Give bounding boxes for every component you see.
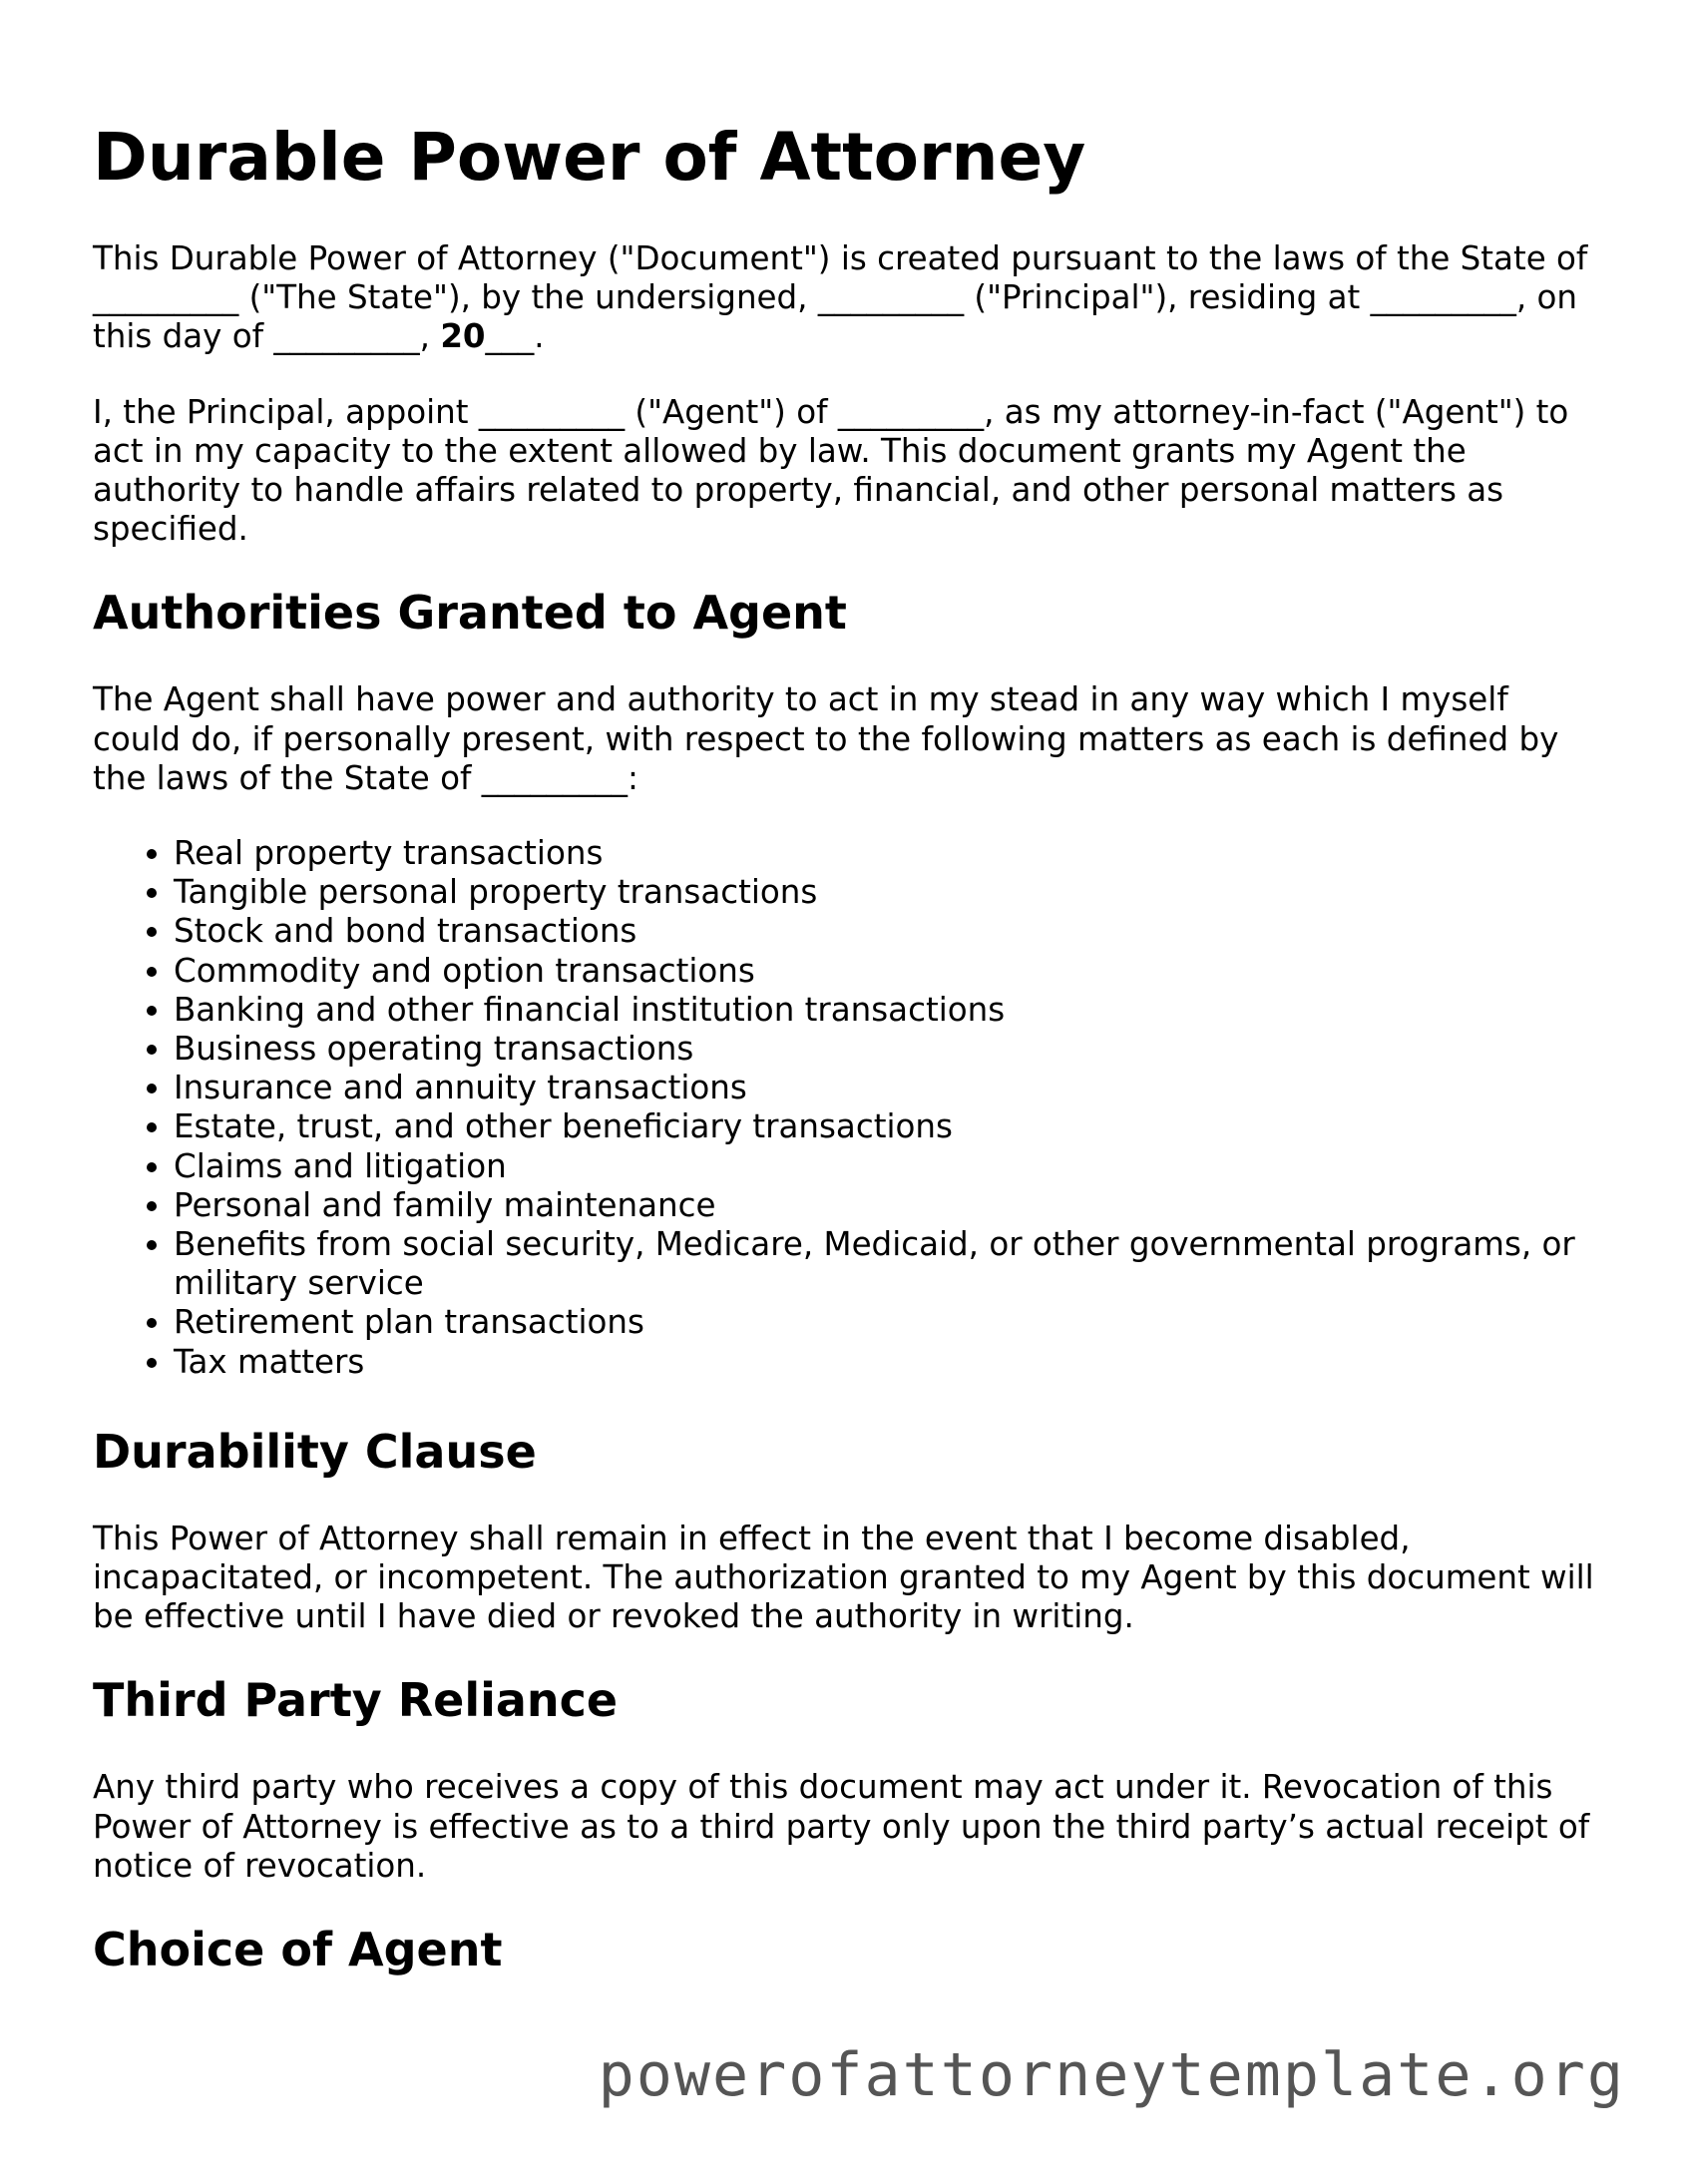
intro-end: . xyxy=(534,317,545,356)
authorities-list xyxy=(93,834,1601,1382)
document-body xyxy=(93,118,1601,2017)
third-party-heading: Third Party Reliance xyxy=(93,1673,619,1728)
year-prefix: 20 xyxy=(440,317,486,356)
authority-list-item: • Tax matters xyxy=(174,1343,1601,1382)
intro-paragraph xyxy=(93,239,1601,357)
choice-of-agent-heading: Choice of Agent xyxy=(93,1923,503,1977)
watermark-text: powerofattorneytemplate.org xyxy=(598,2040,1625,2110)
authority-list-item: • Real property transactions xyxy=(174,834,1601,873)
durability-text: This Power of Attorney shall remain in effect in the event that I become disabled, incapacitated, or incompetent. The authorization granted to my Agent by this document will be effective until I have died or revoked the authority in writing. xyxy=(93,1519,1594,1636)
third-party-text: Any third party who receives a copy of this document may act under it. Revocation of this Power of Attorney is effective as to a third party only upon the third party’s actual receipt of notice of revocation. xyxy=(93,1768,1590,1885)
authority-list-item: • Commodity and option transactions xyxy=(174,952,1601,991)
authorities-text: The Agent shall have power and authority to act in my stead in any way which I myself could do, if personally present, with respect to the following matters as each is defined by the laws of the State of _________: xyxy=(93,680,1559,797)
authority-list-item: • Insurance and annuity transactions xyxy=(174,1069,1601,1107)
authority-list-item: • Business operating transactions xyxy=(174,1030,1601,1069)
authorities-heading: Authorities Granted to Agent xyxy=(93,586,847,641)
authority-list-item: • Retirement plan transactions xyxy=(174,1303,1601,1342)
authority-list-item: • Personal and family maintenance xyxy=(174,1186,1601,1225)
year-blank: ___ xyxy=(485,317,535,356)
appointment-paragraph: I, the Principal, appoint _________ ("Agent") of _________, as my attorney-in-fact ("Agent") to act in my capacity to the extent allowed by law. This document grants my Agent the authority to handle affairs related to property, financial, and other personal matters as specified. xyxy=(93,392,1569,549)
authority-list-item: • Tangible personal property transactions xyxy=(174,873,1601,912)
authority-list-item: • Banking and other financial institution transactions xyxy=(174,991,1601,1030)
durability-heading: Durability Clause xyxy=(93,1424,537,1479)
intro-text: This Durable Power of Attorney ("Document") is created pursuant to the laws of the State of _________ ("The State"), by the undersigned, _________ ("Principal"), residing at _________, on this day of _________, xyxy=(93,239,1588,356)
authority-list-item: • Estate, trust, and other beneficiary transactions xyxy=(174,1107,1601,1146)
document-title: Durable Power of Attorney xyxy=(93,119,1086,196)
authority-list-item: • Claims and litigation xyxy=(174,1147,1601,1186)
authority-list-item: • Stock and bond transactions xyxy=(174,912,1601,951)
authority-list-item: • Benefits from social security, Medicare, Medicaid, or other governmental programs, or military service xyxy=(174,1225,1601,1303)
